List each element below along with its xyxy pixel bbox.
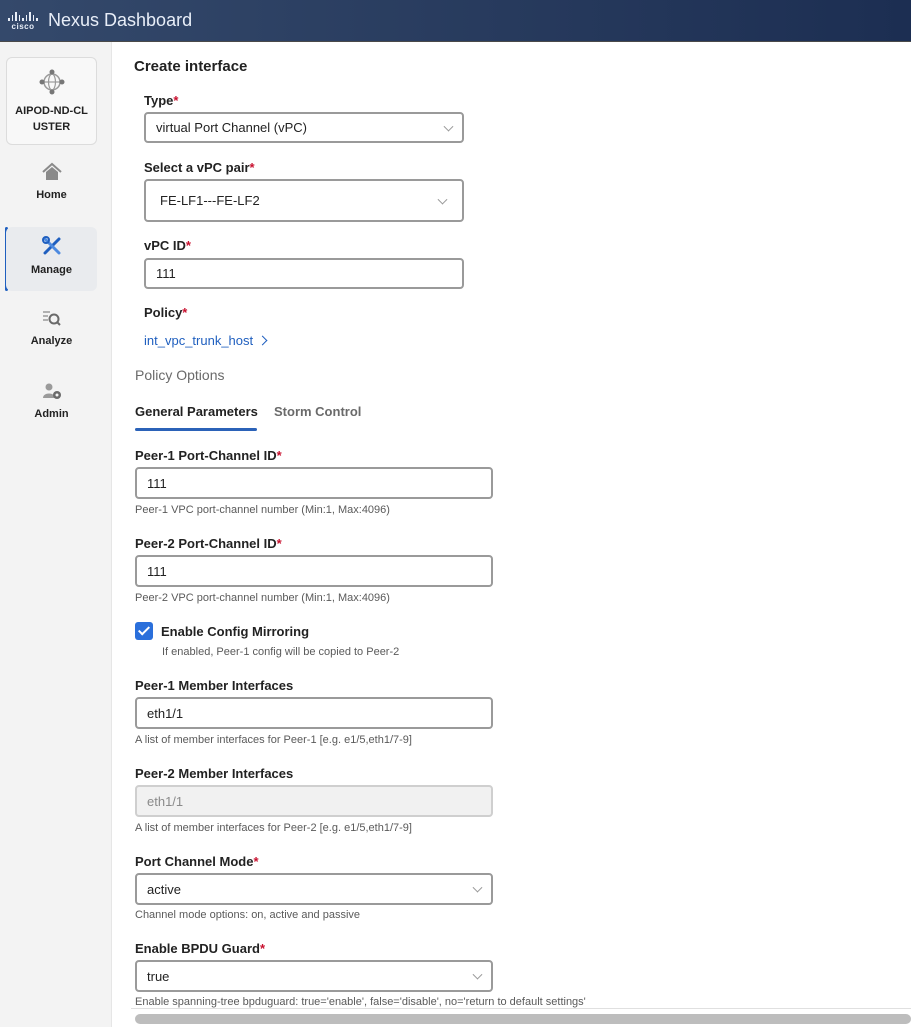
chevron-down-icon: [473, 970, 483, 980]
sidebar-item-label: Manage: [31, 264, 72, 276]
vpc-id-label: vPC ID*: [144, 238, 191, 253]
sidebar-item-label: Admin: [34, 408, 69, 420]
peer1-pc-id-label: Peer-1 Port-Channel ID*: [135, 448, 282, 463]
policy-label: Policy*: [144, 305, 188, 320]
cluster-name: AIPOD-ND-CL USTER: [15, 105, 88, 133]
peer2-members-input: eth1/1: [135, 785, 493, 817]
vpc-pair-label: Select a vPC pair*: [144, 160, 255, 175]
admin-user-gear-icon: [40, 381, 64, 401]
bpdu-guard-help: Enable spanning-tree bpduguard: true='enable', false='disable', no='return to default settings': [135, 996, 586, 1008]
create-interface-form: [113, 42, 911, 1027]
chevron-down-icon: [444, 121, 454, 131]
cluster-selector[interactable]: [6, 57, 97, 145]
sidebar-item-label: Analyze: [30, 335, 73, 347]
pc-mode-help: Channel mode options: on, active and passive: [135, 909, 361, 921]
active-tab-indicator: [135, 428, 257, 431]
config-mirroring-label: Enable Config Mirroring: [161, 624, 310, 639]
pc-mode-label: Port Channel Mode*: [135, 854, 259, 869]
sidebar: [0, 42, 112, 1027]
type-select[interactable]: virtual Port Channel (vPC): [144, 112, 464, 143]
peer2-pc-id-input[interactable]: 111: [135, 555, 493, 587]
wrench-tools-icon: [41, 235, 63, 257]
page-title: Create interface: [134, 58, 248, 75]
tab-general-parameters[interactable]: General Parameters: [135, 404, 258, 419]
cisco-logo-bars-icon: [8, 11, 38, 21]
sidebar-item-admin[interactable]: [6, 373, 97, 437]
analyze-search-icon: [41, 308, 63, 328]
bpdu-guard-label: Enable BPDU Guard*: [135, 941, 266, 956]
chevron-right-icon: [258, 336, 268, 346]
top-header-bar: [0, 0, 911, 42]
peer2-members-help: A list of member interfaces for Peer-2 [e.g. e1/5,eth1/7-9]: [135, 822, 412, 834]
sidebar-item-label: Home: [36, 189, 67, 201]
horizontal-scroll-track: [131, 1008, 911, 1009]
policy-link[interactable]: int_vpc_trunk_host: [144, 333, 266, 348]
peer2-pc-id-label: Peer-2 Port-Channel ID*: [135, 536, 282, 551]
peer2-members-label: Peer-2 Member Interfaces: [135, 766, 294, 781]
tab-storm-control[interactable]: Storm Control: [274, 404, 362, 419]
peer1-members-input[interactable]: eth1/1: [135, 697, 493, 729]
cluster-globe-icon: [38, 68, 66, 96]
peer1-pc-id-help: Peer-1 VPC port-channel number (Min:1, Max:4096): [135, 504, 390, 516]
vpc-pair-select[interactable]: FE-LF1---FE-LF2: [144, 179, 464, 222]
home-icon: [41, 162, 63, 182]
bpdu-guard-select[interactable]: true: [135, 960, 493, 992]
chevron-down-icon: [438, 194, 448, 204]
policy-options-header: Policy Options: [135, 367, 225, 383]
app-title: Nexus Dashboard: [48, 10, 193, 30]
vpc-id-input[interactable]: 111: [144, 258, 464, 289]
peer1-members-help: A list of member interfaces for Peer-1 [e.g. e1/5,eth1/7-9]: [135, 734, 412, 746]
horizontal-scrollbar[interactable]: [135, 1014, 911, 1024]
config-mirroring-checkbox[interactable]: [135, 622, 153, 640]
chevron-down-icon: [473, 883, 483, 893]
sidebar-item-home[interactable]: [6, 154, 97, 218]
cisco-wordmark: cisco: [11, 21, 35, 31]
config-mirroring-help: If enabled, Peer-1 config will be copied to Peer-2: [162, 646, 400, 658]
pc-mode-select[interactable]: active: [135, 873, 493, 905]
peer1-pc-id-input[interactable]: 111: [135, 467, 493, 499]
sidebar-item-analyze[interactable]: [6, 300, 97, 364]
cisco-logo[interactable]: [6, 9, 40, 33]
peer2-pc-id-help: Peer-2 VPC port-channel number (Min:1, Max:4096): [135, 592, 390, 604]
peer1-members-label: Peer-1 Member Interfaces: [135, 678, 294, 693]
type-label: Type*: [144, 93, 179, 108]
sidebar-item-manage[interactable]: [6, 227, 97, 291]
